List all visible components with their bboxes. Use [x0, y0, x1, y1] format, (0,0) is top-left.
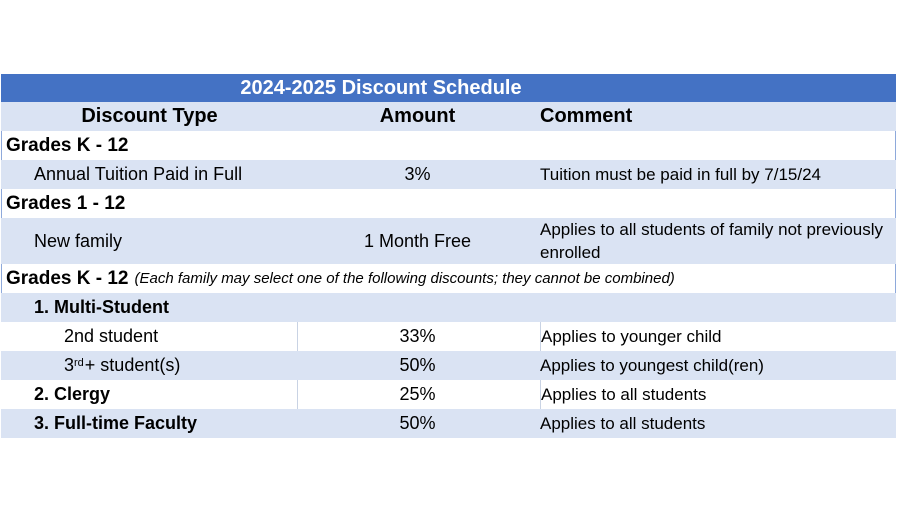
table-row — [1, 322, 896, 351]
table-row — [1, 160, 896, 189]
row-type: Annual Tuition Paid in Full — [34, 164, 243, 184]
row-type: 2. Clergy — [1, 380, 298, 409]
row-amount: 25% — [399, 384, 436, 404]
row-comment: Tuition must be paid in full by 7/15/24 — [540, 165, 821, 184]
row-comment: Applies to all students — [540, 414, 706, 433]
row-type: 3. Full-time Faculty — [34, 413, 198, 433]
row-type: 2nd student — [1, 322, 298, 351]
table-title: 2024-2025 Discount Schedule — [240, 76, 522, 99]
row-type-prefix: 3 — [64, 355, 75, 375]
group-label: Grades 1 - 12 — [6, 192, 126, 214]
table-row — [1, 218, 896, 264]
row-type: 1. Multi-Student — [34, 297, 169, 317]
row-comment: Applies to youngest child(ren) — [540, 356, 764, 375]
table-row — [1, 409, 896, 438]
table-row — [1, 380, 896, 409]
table-row — [1, 351, 896, 380]
row-comment: Applies to all students — [540, 380, 896, 409]
header-discount-type: Discount Type — [81, 105, 218, 127]
group-row-grades-k-12 — [1, 131, 896, 160]
group-row-grades-1-12 — [1, 189, 896, 218]
table-row — [1, 293, 896, 322]
row-amount: 50% — [399, 355, 436, 375]
row-type: New family — [34, 230, 123, 251]
header-amount: Amount — [379, 105, 456, 127]
row-type: 3 $^{rd}$ + student(s) — [64, 355, 181, 375]
row-comment: Applies to all students of family not previously enrolled — [540, 220, 884, 262]
row-amount: 33% — [399, 326, 436, 346]
row-amount: 50% — [399, 413, 436, 433]
group-note: (Each family may select one of the following discounts; they cannot be combined) — [134, 270, 675, 287]
row-comment: Applies to younger child — [540, 322, 896, 351]
row-amount: 1 Month Free — [363, 230, 472, 251]
group-row-grades-k-12-select-one — [1, 264, 896, 293]
row-type-suffix: + student(s) — [84, 355, 181, 375]
discount-schedule-table — [1, 74, 896, 438]
group-label: Grades K - 12 — [6, 267, 129, 289]
row-amount: 3% — [404, 164, 431, 184]
header-comment: Comment — [540, 105, 633, 127]
table-header-row — [1, 102, 896, 131]
group-label: Grades K - 12 — [6, 134, 129, 156]
table-title-row — [1, 74, 896, 102]
